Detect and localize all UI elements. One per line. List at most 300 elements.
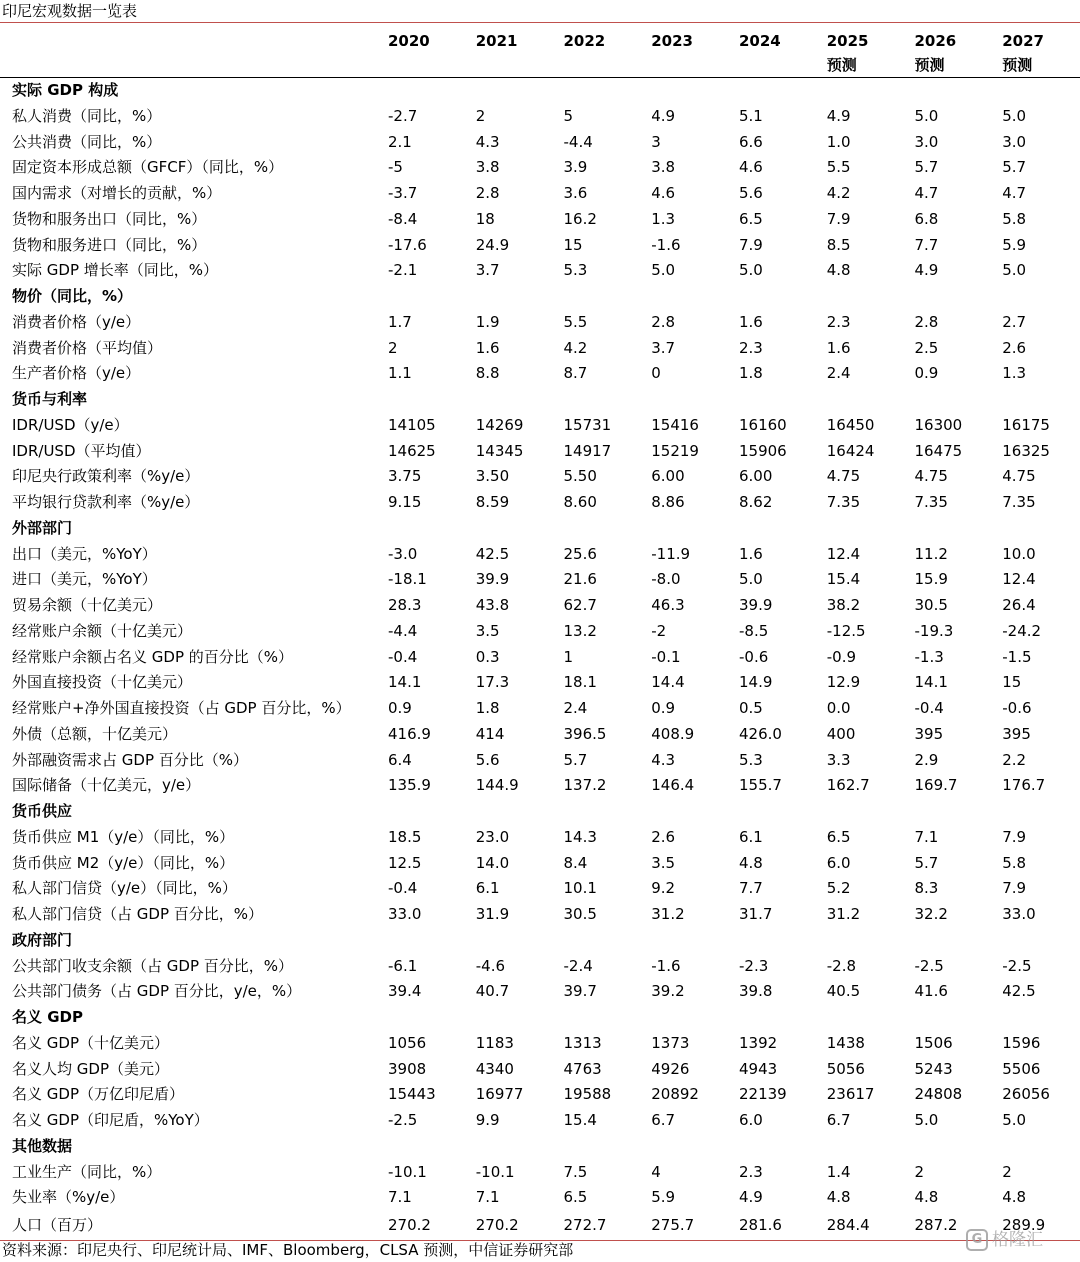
header-year-2024: 2024 — [739, 32, 781, 50]
value-cell-2025: 6.7 — [826, 1111, 851, 1129]
macro-data-table — [0, 23, 1080, 1241]
value-cell-2024: 8.62 — [739, 493, 773, 511]
value-cell-2025: 4.75 — [826, 467, 861, 486]
value-cell-2023: 14.4 — [651, 673, 685, 692]
table-row — [0, 748, 1080, 774]
value-cell-2020: -5 — [388, 158, 403, 177]
row-label: 货物和服务出口（同比，%） — [12, 209, 207, 228]
value-cell-2021: 9.9 — [475, 1111, 500, 1129]
value-cell-2020: -2.1 — [388, 261, 418, 280]
row-label: 外债（总额，十亿美元） — [12, 724, 178, 743]
value-cell-2021: 1183 — [475, 1033, 514, 1052]
value-cell-2027: 4.7 — [1002, 184, 1027, 202]
value-cell-2021: 18 — [475, 209, 495, 228]
value-cell-2027: -1.5 — [1002, 647, 1032, 666]
value-cell-2022: 5.5 — [563, 312, 588, 331]
value-cell-2024: 4.9 — [739, 1188, 763, 1207]
value-cell-2022: 8.60 — [563, 493, 597, 511]
value-cell-2023: -1.6 — [651, 235, 681, 254]
row-label: 名义人均 GDP（美元） — [12, 1059, 169, 1078]
row-label: 实际 GDP 增长率（同比，%） — [12, 261, 219, 280]
header-year-2025: 2025 预测 — [826, 32, 869, 74]
watermark-text: 格隆汇 — [992, 1230, 1043, 1250]
table-row — [0, 258, 1080, 284]
value-cell-2025: 38.2 — [826, 596, 861, 614]
value-cell-2026: 15.9 — [914, 570, 948, 589]
table-row — [0, 954, 1080, 980]
value-cell-2021: 2.8 — [475, 184, 500, 202]
row-label: 消费者价格（y/e） — [12, 312, 141, 331]
value-cell-2026: 7.35 — [914, 493, 948, 511]
table-row — [0, 1108, 1080, 1134]
value-cell-2022: 15731 — [563, 415, 612, 434]
value-cell-2024: 1.8 — [739, 364, 763, 383]
value-cell-2027: 16325 — [1002, 441, 1050, 460]
value-cell-2021: 42.5 — [475, 544, 510, 563]
row-label: 私人部门信贷（y/e）（同比，%） — [12, 879, 237, 898]
value-cell-2025: 4.8 — [826, 261, 851, 280]
value-cell-2020: 135.9 — [388, 776, 431, 795]
value-cell-2021: 16977 — [475, 1085, 524, 1104]
table-row — [0, 902, 1080, 928]
table-row — [0, 155, 1080, 181]
value-cell-2020: 18.5 — [388, 827, 422, 846]
value-cell-2025: -0.9 — [826, 647, 857, 666]
row-label: 经常账户余额占名义 GDP 的百分比（%） — [12, 647, 294, 666]
value-cell-2023: -8.0 — [651, 570, 681, 589]
value-cell-2024: 5.1 — [739, 106, 763, 125]
value-cell-2022: 8.4 — [563, 853, 588, 872]
row-label: 国内需求（对增长的贡献，%） — [12, 184, 222, 202]
value-cell-2027: 3.0 — [1002, 132, 1027, 151]
section-header-row — [0, 928, 1080, 954]
value-cell-2027: 289.9 — [1002, 1216, 1046, 1234]
value-cell-2025: 12.9 — [826, 673, 861, 692]
value-cell-2020: -6.1 — [388, 956, 418, 975]
value-cell-2026: 14.1 — [914, 673, 948, 692]
value-cell-2023: 4926 — [651, 1059, 690, 1078]
row-label: 经常账户+净外国直接投资（占 GDP 百分比，%） — [12, 699, 351, 717]
value-cell-2022: 14.3 — [563, 827, 597, 846]
value-cell-2023: 3.5 — [651, 853, 676, 872]
value-cell-2023: 9.2 — [651, 879, 676, 898]
value-cell-2024: 5.0 — [739, 261, 763, 280]
value-cell-2026: -0.4 — [914, 699, 944, 717]
table-row — [0, 181, 1080, 207]
table-row — [0, 310, 1080, 336]
value-cell-2023: 20892 — [651, 1085, 699, 1104]
value-cell-2025: 8.5 — [826, 235, 851, 254]
value-cell-2027: 26056 — [1002, 1085, 1050, 1104]
value-cell-2027: 42.5 — [1002, 982, 1036, 1001]
table-row — [0, 490, 1080, 516]
section-header-row — [0, 78, 1080, 104]
value-cell-2027: 2.7 — [1002, 312, 1027, 331]
value-cell-2025: 1438 — [826, 1033, 865, 1052]
value-cell-2021: 414 — [475, 724, 505, 743]
value-cell-2020: -3.0 — [388, 544, 418, 563]
table-row — [0, 1211, 1080, 1241]
value-cell-2024: 2.3 — [739, 338, 763, 357]
value-cell-2024: 15906 — [739, 441, 787, 460]
value-cell-2022: 62.7 — [563, 596, 597, 614]
value-cell-2023: 6.00 — [651, 467, 685, 486]
value-cell-2022: 3.9 — [563, 158, 588, 177]
value-cell-2027: 5.9 — [1002, 235, 1027, 254]
value-cell-2023: 8.86 — [651, 493, 685, 511]
value-cell-2027: 4.75 — [1002, 467, 1036, 486]
value-cell-2023: 2.8 — [651, 312, 676, 331]
value-cell-2025: -2.8 — [826, 956, 857, 975]
value-cell-2020: 3.75 — [388, 467, 422, 486]
value-cell-2025: 12.4 — [826, 544, 861, 563]
value-cell-2022: 272.7 — [563, 1216, 607, 1234]
value-cell-2026: 287.2 — [914, 1216, 958, 1234]
value-cell-2026: 16300 — [914, 415, 963, 434]
value-cell-2025: 4.2 — [826, 184, 851, 202]
value-cell-2027: 7.9 — [1002, 827, 1027, 846]
value-cell-2026: 24808 — [914, 1085, 963, 1104]
value-cell-2020: 3908 — [388, 1059, 427, 1078]
value-cell-2021: 14269 — [475, 415, 524, 434]
table-row — [0, 336, 1080, 362]
value-cell-2025: 400 — [826, 724, 856, 743]
value-cell-2022: 137.2 — [563, 776, 607, 795]
value-cell-2025: -12.5 — [826, 621, 866, 640]
value-cell-2023: 4 — [651, 1162, 661, 1181]
value-cell-2026: 7.7 — [914, 235, 939, 254]
value-cell-2025: 1.6 — [826, 338, 851, 357]
value-cell-2024: 7.9 — [739, 235, 763, 254]
value-cell-2020: 6.4 — [388, 750, 412, 769]
section-title: 实际 GDP 构成 — [12, 81, 119, 99]
value-cell-2020: -17.6 — [388, 235, 427, 254]
table-row — [0, 1057, 1080, 1083]
value-cell-2020: -10.1 — [388, 1162, 427, 1181]
value-cell-2025: 16450 — [826, 415, 875, 434]
value-cell-2026: 32.2 — [914, 905, 948, 923]
value-cell-2024: 6.0 — [739, 1111, 763, 1129]
section-header-row — [0, 516, 1080, 542]
value-cell-2026: 5.7 — [914, 853, 939, 872]
value-cell-2026: 4.75 — [914, 467, 948, 486]
value-cell-2023: 5.9 — [651, 1188, 676, 1207]
value-cell-2021: 39.9 — [475, 570, 510, 589]
value-cell-2021: 0.3 — [475, 647, 500, 666]
value-cell-2021: 24.9 — [475, 235, 510, 254]
value-cell-2025: 16424 — [826, 441, 875, 460]
value-cell-2022: 5.7 — [563, 750, 588, 769]
value-cell-2022: 4.2 — [563, 338, 588, 357]
value-cell-2021: 23.0 — [475, 827, 510, 846]
value-cell-2023: 6.7 — [651, 1111, 676, 1129]
value-cell-2022: 30.5 — [563, 905, 597, 923]
value-cell-2020: -2.5 — [388, 1111, 418, 1129]
value-cell-2025: 15.4 — [826, 570, 861, 589]
row-label: 私人部门信贷（占 GDP 百分比，%） — [12, 905, 264, 923]
value-cell-2022: 15.4 — [563, 1111, 597, 1129]
value-cell-2025: 40.5 — [826, 982, 861, 1001]
value-cell-2022: 5.50 — [563, 467, 597, 486]
table-row — [0, 825, 1080, 851]
header-year-2020: 2020 — [388, 32, 430, 50]
value-cell-2027: 5.0 — [1002, 106, 1027, 125]
value-cell-2021: -10.1 — [475, 1162, 515, 1181]
value-cell-2023: 3.8 — [651, 158, 676, 177]
table-row — [0, 464, 1080, 490]
value-cell-2022: 3.6 — [563, 184, 588, 202]
value-cell-2021: 3.5 — [475, 621, 500, 640]
value-cell-2021: 4.3 — [475, 132, 500, 151]
value-cell-2026: 16475 — [914, 441, 963, 460]
value-cell-2025: 7.9 — [826, 209, 851, 228]
value-cell-2027: 10.0 — [1002, 544, 1036, 563]
row-label: 人口（百万） — [12, 1216, 103, 1234]
value-cell-2023: -11.9 — [651, 544, 691, 563]
value-cell-2020: 0.9 — [388, 699, 412, 717]
value-cell-2022: 15 — [563, 235, 583, 254]
value-cell-2022: 21.6 — [563, 570, 597, 589]
value-cell-2020: -18.1 — [388, 570, 427, 589]
value-cell-2020: -2.7 — [388, 106, 418, 125]
value-cell-2023: 15416 — [651, 415, 699, 434]
value-cell-2023: 275.7 — [651, 1216, 695, 1234]
value-cell-2026: 8.3 — [914, 879, 939, 898]
value-cell-2021: 3.7 — [475, 261, 500, 280]
value-cell-2020: -0.4 — [388, 879, 418, 898]
value-cell-2022: 1 — [563, 647, 574, 666]
value-cell-2020: 416.9 — [388, 724, 431, 743]
table-row — [0, 645, 1080, 671]
row-label: 进口（美元，%YoY） — [12, 570, 157, 589]
table-body — [0, 78, 1080, 1241]
value-cell-2025: 6.0 — [826, 853, 851, 872]
section-title: 货币与利率 — [12, 390, 88, 408]
value-cell-2024: 4943 — [739, 1059, 778, 1078]
value-cell-2024: 426.0 — [739, 724, 782, 743]
value-cell-2021: 17.3 — [475, 673, 510, 692]
table-row — [0, 361, 1080, 387]
value-cell-2020: -0.4 — [388, 647, 418, 666]
value-cell-2024: 31.7 — [739, 905, 773, 923]
value-cell-2024: 4.6 — [739, 158, 763, 177]
value-cell-2027: 5.0 — [1002, 261, 1027, 280]
value-cell-2026: 5243 — [914, 1059, 953, 1078]
value-cell-2026: 41.6 — [914, 982, 948, 1001]
value-cell-2020: 14.1 — [388, 673, 422, 692]
section-title: 物价（同比，%） — [12, 287, 133, 305]
table-row — [0, 1160, 1080, 1186]
value-cell-2026: -19.3 — [914, 621, 954, 640]
value-cell-2023: 146.4 — [651, 776, 695, 795]
value-cell-2026: 5.0 — [914, 106, 939, 125]
value-cell-2025: 2.4 — [826, 364, 851, 383]
value-cell-2024: 5.0 — [739, 570, 763, 589]
value-cell-2027: 4.8 — [1002, 1188, 1027, 1207]
value-cell-2027: 2 — [1002, 1162, 1012, 1181]
value-cell-2021: 1.6 — [475, 338, 500, 357]
section-header-row — [0, 1134, 1080, 1160]
header-year-2027: 2027 预测 — [1002, 32, 1044, 74]
value-cell-2021: 4340 — [475, 1059, 514, 1078]
value-cell-2026: 6.8 — [914, 209, 939, 228]
row-label: 公共部门收支余额（占 GDP 百分比，%） — [12, 956, 294, 975]
value-cell-2025: 284.4 — [826, 1216, 870, 1234]
value-cell-2020: 270.2 — [388, 1216, 431, 1234]
table-row — [0, 876, 1080, 902]
row-label: 货币供应 M1（y/e）（同比，%） — [12, 827, 235, 846]
value-cell-2027: 7.9 — [1002, 879, 1027, 898]
table-row — [0, 104, 1080, 130]
value-cell-2022: 6.5 — [563, 1188, 588, 1207]
value-cell-2022: 39.7 — [563, 982, 597, 1001]
row-label: 名义 GDP（万亿印尼盾） — [12, 1085, 184, 1104]
value-cell-2024: 6.5 — [739, 209, 763, 228]
value-cell-2021: 3.8 — [475, 158, 500, 177]
value-cell-2026: 2.8 — [914, 312, 939, 331]
section-header-row — [0, 799, 1080, 825]
value-cell-2024: 7.7 — [739, 879, 763, 898]
table-row — [0, 979, 1080, 1005]
value-cell-2026: 2.9 — [914, 750, 939, 769]
value-cell-2027: 12.4 — [1002, 570, 1036, 589]
value-cell-2024: 2.3 — [739, 1162, 763, 1181]
value-cell-2022: 7.5 — [563, 1162, 588, 1181]
value-cell-2027: 5.8 — [1002, 853, 1027, 872]
value-cell-2026: 7.1 — [914, 827, 939, 846]
table-row — [0, 413, 1080, 439]
value-cell-2023: 31.2 — [651, 905, 685, 923]
row-label: 名义 GDP（十亿美元） — [12, 1033, 169, 1052]
value-cell-2022: 19588 — [563, 1085, 612, 1104]
value-cell-2023: -0.1 — [651, 647, 681, 666]
row-label: 私人消费（同比，%） — [12, 106, 162, 125]
table-row — [0, 1082, 1080, 1108]
value-cell-2027: 26.4 — [1002, 596, 1036, 614]
table-row — [0, 773, 1080, 799]
watermark-icon: G — [966, 1229, 988, 1251]
value-cell-2024: 16160 — [739, 415, 787, 434]
value-cell-2026: 2.5 — [914, 338, 939, 357]
value-cell-2024: 6.00 — [739, 467, 773, 486]
value-cell-2022: 5.3 — [563, 261, 588, 280]
row-label: 经常账户余额（十亿美元） — [12, 621, 193, 640]
value-cell-2025: 7.35 — [826, 493, 861, 511]
table-row — [0, 722, 1080, 748]
value-cell-2023: 0 — [651, 364, 661, 383]
value-cell-2020: 2.1 — [388, 132, 412, 151]
row-label: 外部融资需求占 GDP 百分比（%） — [12, 750, 249, 769]
table-row — [0, 207, 1080, 233]
value-cell-2022: 18.1 — [563, 673, 597, 692]
value-cell-2027: 16175 — [1002, 415, 1050, 434]
value-cell-2027: 7.35 — [1002, 493, 1036, 511]
value-cell-2024: 1.6 — [739, 544, 763, 563]
header-row — [0, 23, 1080, 78]
value-cell-2024: 5.3 — [739, 750, 763, 769]
value-cell-2020: 1056 — [388, 1033, 427, 1052]
row-label: 货物和服务进口（同比，%） — [12, 235, 207, 254]
value-cell-2024: 39.9 — [739, 596, 773, 614]
value-cell-2022: 1313 — [563, 1033, 602, 1052]
value-cell-2025: 31.2 — [826, 905, 861, 923]
row-label: 国际储备（十亿美元，y/e） — [12, 776, 201, 795]
section-header-row — [0, 387, 1080, 413]
value-cell-2026: 1506 — [914, 1033, 953, 1052]
table-row — [0, 439, 1080, 465]
value-cell-2020: 39.4 — [388, 982, 422, 1001]
value-cell-2021: 43.8 — [475, 596, 510, 614]
value-cell-2025: 4.8 — [826, 1188, 851, 1207]
value-cell-2023: 1373 — [651, 1033, 690, 1052]
row-label: 公共消费（同比，%） — [12, 132, 162, 151]
row-label: 出口（美元，%YoY） — [12, 544, 157, 563]
value-cell-2025: 1.4 — [826, 1162, 851, 1181]
value-cell-2027: -24.2 — [1002, 621, 1042, 640]
value-cell-2021: 144.9 — [475, 776, 519, 795]
value-cell-2021: 270.2 — [475, 1216, 519, 1234]
value-cell-2025: 1.0 — [826, 132, 851, 151]
table-row — [0, 593, 1080, 619]
value-cell-2026: 4.9 — [914, 261, 939, 280]
value-cell-2022: -2.4 — [563, 956, 593, 975]
value-cell-2026: 11.2 — [914, 544, 948, 563]
row-label: 公共部门债务（占 GDP 百分比，y/e，%） — [12, 982, 302, 1001]
row-label: 印尼央行政策利率（%y/e） — [12, 467, 200, 486]
value-cell-2020: 2 — [388, 338, 398, 357]
value-cell-2023: 408.9 — [651, 724, 695, 743]
value-cell-2021: 7.1 — [475, 1188, 500, 1207]
value-cell-2021: 3.50 — [475, 467, 510, 486]
table-row — [0, 130, 1080, 156]
value-cell-2021: 14345 — [475, 441, 524, 460]
row-label: 贸易余额（十亿美元） — [12, 596, 163, 614]
table-row — [0, 1031, 1080, 1057]
value-cell-2021: 31.9 — [475, 905, 510, 923]
table-row — [0, 1185, 1080, 1211]
value-cell-2027: 15 — [1002, 673, 1022, 692]
row-label: IDR/USD（y/e） — [12, 415, 129, 434]
value-cell-2023: 46.3 — [651, 596, 685, 614]
row-label: IDR/USD（平均值） — [12, 441, 151, 460]
value-cell-2025: 0.0 — [826, 699, 851, 717]
value-cell-2027: -2.5 — [1002, 956, 1032, 975]
value-cell-2025: 3.3 — [826, 750, 851, 769]
value-cell-2026: 2 — [914, 1162, 925, 1181]
table-row — [0, 851, 1080, 877]
value-cell-2023: 2.6 — [651, 827, 676, 846]
value-cell-2024: 1392 — [739, 1033, 778, 1052]
value-cell-2024: 0.5 — [739, 699, 763, 717]
row-label: 平均银行贷款利率（%y/e） — [12, 493, 200, 511]
value-cell-2026: -1.3 — [914, 647, 944, 666]
value-cell-2024: 14.9 — [739, 673, 773, 692]
value-cell-2022: 4763 — [563, 1059, 602, 1078]
value-cell-2025: 4.9 — [826, 106, 851, 125]
value-cell-2022: 2.4 — [563, 699, 588, 717]
value-cell-2026: 169.7 — [914, 776, 958, 795]
value-cell-2026: -2.5 — [914, 956, 944, 975]
row-label: 名义 GDP（印尼盾，%YoY） — [12, 1111, 209, 1129]
table-row — [0, 567, 1080, 593]
value-cell-2020: 1.7 — [388, 312, 412, 331]
value-cell-2026: 5.0 — [914, 1111, 939, 1129]
table-row — [0, 233, 1080, 259]
value-cell-2024: 6.6 — [739, 132, 763, 151]
row-label: 外国直接投资（十亿美元） — [12, 673, 193, 692]
section-title: 外部部门 — [12, 518, 73, 537]
value-cell-2027: -0.6 — [1002, 699, 1032, 717]
